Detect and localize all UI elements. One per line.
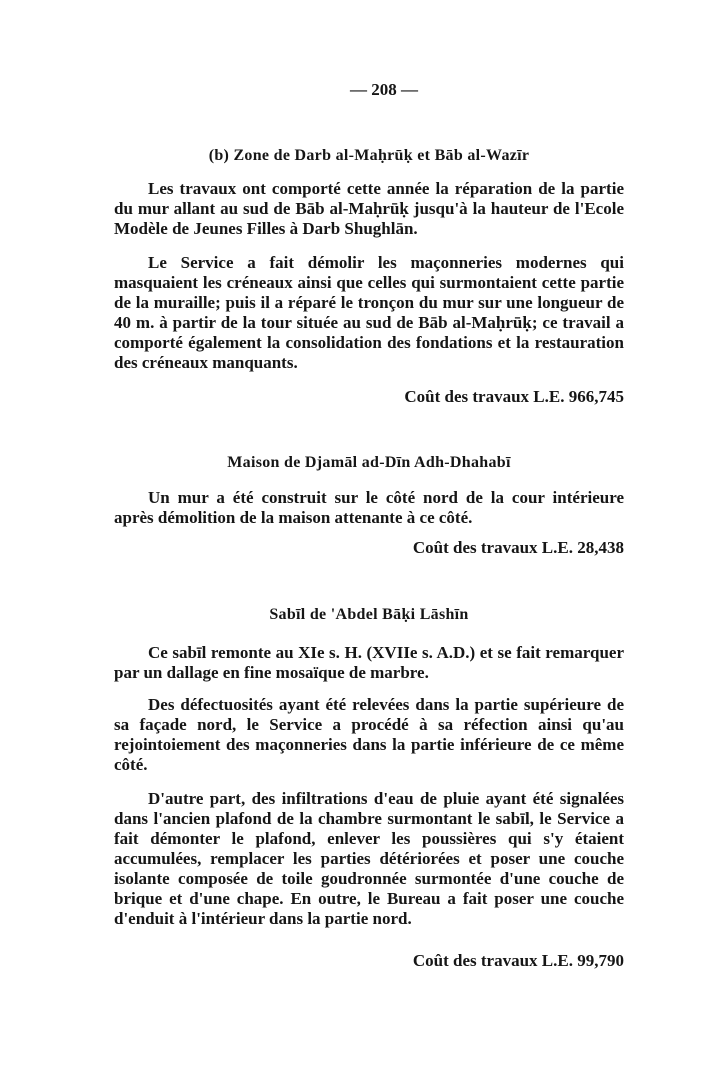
section-title-maison-djamal: Maison de Djamāl ad-Dīn Adh-Dhahabī — [227, 454, 511, 472]
paragraph: Des défectuosités ayant été relevées dans la partie supérieure de sa façade nord, le Service a procédé à sa réfection ainsi qu'au rejointoiement des maçonneries dans la partie inférieure de ce même côté. — [114, 694, 624, 774]
paragraph: Ce sabīl remonte au XIe s. H. (XVIIe s. A.D.) et se fait remarquer par un dallage en fine mosaïque de marbre. — [114, 642, 624, 682]
page-number: — 208 — — [350, 80, 418, 99]
section-title-sabil-abdel-baki: Sabīl de 'Abdel Bāḳi Lāshīn — [269, 606, 469, 624]
paragraph: Les travaux ont comporté cette année la réparation de la partie du mur allant au sud de Bāb al-Maḥrūḳ jusqu'à la hauteur de l'Ecole Modèle de Jeunes Filles à Darb Shughlān. — [114, 179, 624, 239]
paragraph: Le Service a fait démolir les maçonneries modernes qui masquaient les créneaux ainsi que celles qui surmontaient cette partie de la muraille; puis il a réparé le tronçon du mur sur une longueur de 40 m. à partir de la tour située au sud de Bāb al-Maḥrūḳ; ce travail a comporté également la consolidation des fondations et la restauration des créneaux manquants. — [114, 253, 624, 373]
document-page — [114, 80, 624, 971]
paragraph: Un mur a été construit sur le côté nord de la cour intérieure après démolition de la maison attenante à ce côté. — [114, 488, 624, 528]
section-title-zone-darb-al-mahruk: (b) Zone de Darb al-Maḥrūḳ et Bāb al-Wazīr — [208, 147, 530, 164]
cost-line: Coût des travaux L.E. 966,745 — [404, 387, 624, 407]
cost-line: Coût des travaux L.E. 99,790 — [412, 950, 624, 970]
paragraph: D'autre part, des infiltrations d'eau de pluie ayant été signalées dans l'ancien plafond de la chambre surmontant le sabīl, le Service a fait démonter le plafond, enlever les poussières qui s'y étaient accumulées, remplacer les parties détériorées et poser une couche isolante composée de toile goudronnée surmontée d'une couche de brique et d'une chape. En outre, le Bureau a fait poser une couche d'enduit à l'intérieur dans la partie nord. — [114, 788, 624, 928]
cost-line: Coût des travaux L.E. 28,438 — [412, 538, 624, 558]
